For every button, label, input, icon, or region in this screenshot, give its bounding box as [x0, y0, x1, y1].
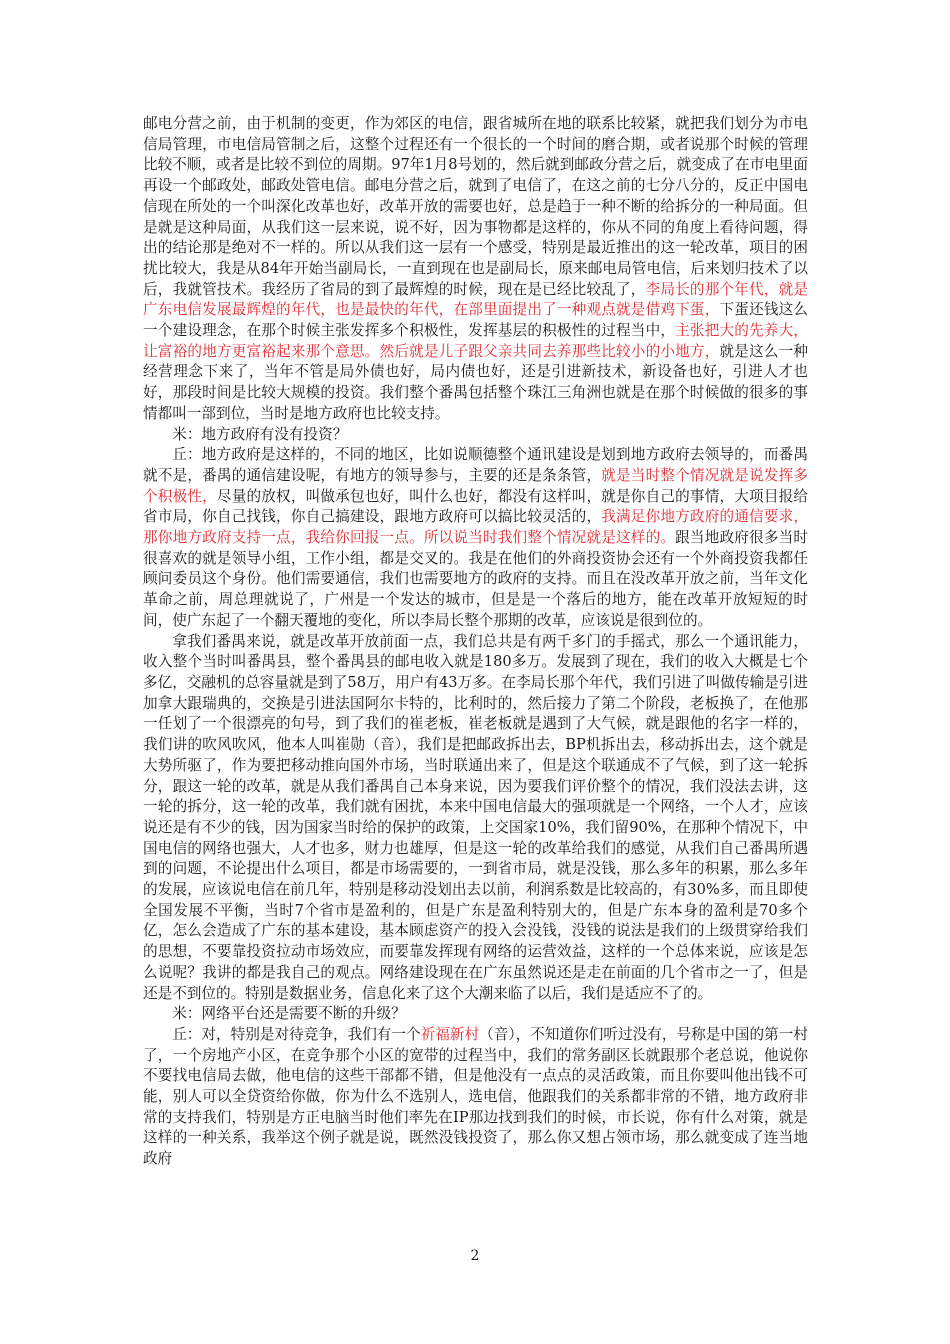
paragraph [143, 1025, 808, 1170]
text-segment: 邮电分营之前，由于机制的变更，作为郊区的电信，跟省城所在地的联系比较紧，就把我们划分为市电信局管理，市电信局管制之后，这整个过程还有一个很长的一个时间的磨合期，或者说那个时候的管理比较不顺，或者是比较不到位的周期。97年1月8号划的，然后就到邮政分营之后，就变成了在市电里面再设一个邮政处，邮政处管电信。邮电分营之后，就到了电信了，在这之前的七分八分的，反正中国电信现在所处的一个叫深化改革也好，改革开放的需要也好，总是趋于一种不断的给拆分的一种局面。但是就是这种局面，从我们这一层来说，说不好，因为事物都是这样的，你从不同的角度上看待问题，得出的结论那是绝对不一样的。所以从我们这一层有一个感受，特别是最近推出的这一轮改革，项目的困扰比较大，我是从84年开始当副局长，一直到现在也是副局长，原来邮电局管电信，后来划归技术了以后，我就管技术。我经历了省局的到了最辉煌的时候，现在是已经比较乱了， [143, 115, 808, 298]
highlighted-text: 祈福新村 [420, 1025, 480, 1043]
paragraph [143, 445, 808, 631]
paragraph [143, 114, 808, 425]
text-segment: 丘：对，特别是对待竞争，我们有一个 [172, 1025, 421, 1043]
paragraph [143, 632, 808, 1005]
highlighted-text: 我满足你地方政府的通信要求，那你地方政府支持一点，我给你回报一点。所以说当时我们整个情况就是这样的。 [143, 508, 808, 547]
paragraph [143, 425, 808, 446]
page-number: 2 [470, 1248, 480, 1264]
text-segment: 米：地方政府有没有投资？ [172, 425, 348, 443]
text-segment: 跟当地政府很多当时很喜欢的就是领导小组，工作小组，都是交叉的。我是在他们的外商投资协会还有一个外商投资我都任顾问委员这个身份。他们需要通信，我们也需要地方的政府的支持。而且在没改革开放之前，当年文化革命之前，周总理就说了，广州是一个发达的城市，但是是一个落后的地方，能在改革开放短短的时间，使广东起了一个翻天覆地的变化，所以李局长整个那期的改革，应该说是很到位的。 [143, 529, 808, 629]
text-segment: 丘：地方政府是这样的，不同的地区，比如说顺德整个通讯建设是划到地方政府去领导的，而番禺就不是，番禺的通信建设呢，有地方的领导参与，主要的还是条条管， [143, 446, 808, 484]
text-segment: 拿我们番禺来说，就是改革开放前面一点，我们总共是有两千多门的手摇式，那么一个通讯能力，收入整个当时叫番禺县，整个番禺县的邮电收入就是180多万。发展到了现在，我们的收入大概是七个多亿，交融机的总容量就是到了58万，用户有43万多。在李局长那个年代，我们引进了叫做传输是引进加拿大跟瑞典的，交换是引进法国阿尔卡特的，比利时的，然后接力了第二个阶段，老板换了，在他那一任划了一个很漂亮的句号，到了我们的崔老板，崔老板就是遇到了大气候，就是跟他的名字一样的，我们讲的吹风吹风，他本人叫崔勋（音），我们是把邮政拆出去，BP机拆出去，移动拆出去，这个就是大势所驱了，作为要把移动推向国外市场，当时联通出来了，但是这个联通成不了气候，到了这一轮拆分，跟这一轮的改革，就是从我们番禺自己本身来说，因为要我们评价整个的情况，我们没法去讲，这一轮的拆分，这一轮的改革，我们就有困扰，本来中国电信最大的强项就是一个网络，一个人才，应该说还是有不少的钱，因为国家当时给的保护的政策，上交国家10%，我们留90%，在那种个情况下，中国电信的网络也强大，人才也多，财力也雄厚，但是这一轮的改革给我们的感觉，从我们自己番禺所遇到的问题，不论提出什么项目，都是市场需要的，一到省市局，就是没钱，那么多年的积累，那么多年的发展，应该说电信在前几年，特别是移动没划出去以前，利润系数是比较高的，有30%多，而且即使全国发展不平衡，当时7个省市是盈利的，但是广东是盈利特别大的，但是广东本身的盈利是70多个亿，怎么会造成了广东的基本建设，基本顾虑资产的投入会没钱，没钱的说法是我们的上级贯穿给我们的思想，不要靠投资拉动市场效应，而要靠发挥现有网络的运营效益，这样的一个总体来说，应该是怎么说呢？我讲的都是我自己的观点。网络建设现在在广东虽然说还是走在前面的几个省市之一了，但是还是不到位的。特别是数据业务，信息化来了这个大潮来临了以后，我们是适应不了的。 [143, 632, 808, 1002]
paragraph [143, 1004, 808, 1025]
highlighted-text: 主张把大的先养大，让富裕的地方更富裕起来那个意思。然后就是儿子跟父亲共同去养那些比较小的小地方， [143, 322, 808, 360]
text-segment: 下蛋还钱这么一个建设理念，在那个时候主张发挥多个积极性，发挥基层的积极性的过程当中， [143, 301, 808, 340]
highlighted-text: 就是当时整个情况就是说发挥多个积极性， [143, 466, 808, 505]
text-segment: 米：网络平台还是需要不断的升级？ [172, 1005, 406, 1023]
text-segment: 就是这么一种经营理念下来了，当年不管是局外债也好，局内债也好，还是引进新技术，新设备也好，引进人才也好，那段时间是比较大规模的投资。我们整个番禺包括整个珠江三角洲也就是在那个时候做的很多的事情都叫一部到位，当时是地方政府也比较支持。 [143, 342, 808, 422]
text-segment: （音），不知道你们听过没有，号称是中国的第一村了，一个房地产小区，在竞争那个小区的宽带的过程当中，我们的常务副区长就跟那个老总说，他说你不要找电信局去做，他电信的这些干部都不错，但是他没有一点点的灵活政策，而且你要叫他出钱不可能，别人可以全贷资给你做，你为什么不选别人，选电信，他跟我们的关系都非常的不错，地方政府非常的支持我们，特别是方正电脑当时他们率先在IP那边找到我们的时候，市长说，你有什么对策，就是这样的一种关系，我举这个例子就是说，既然没钱投资了，那么你又想占领市场，那么就变成了连当地政府 [143, 1025, 808, 1168]
document-body [143, 114, 808, 1170]
text-segment: 尽量的放权，叫做承包也好，叫什么也好，都没有这样叫，就是你自己的事情，大项目报给省市局，你自己找钱，你自己搞建设，跟地方政府可以搞比较灵活的， [143, 487, 808, 526]
highlighted-text: 李局长的那个年代，就是广东电信发展最辉煌的年代，也是最快的年代，在部里面提出了一种观点就是借鸡下蛋， [143, 280, 808, 319]
